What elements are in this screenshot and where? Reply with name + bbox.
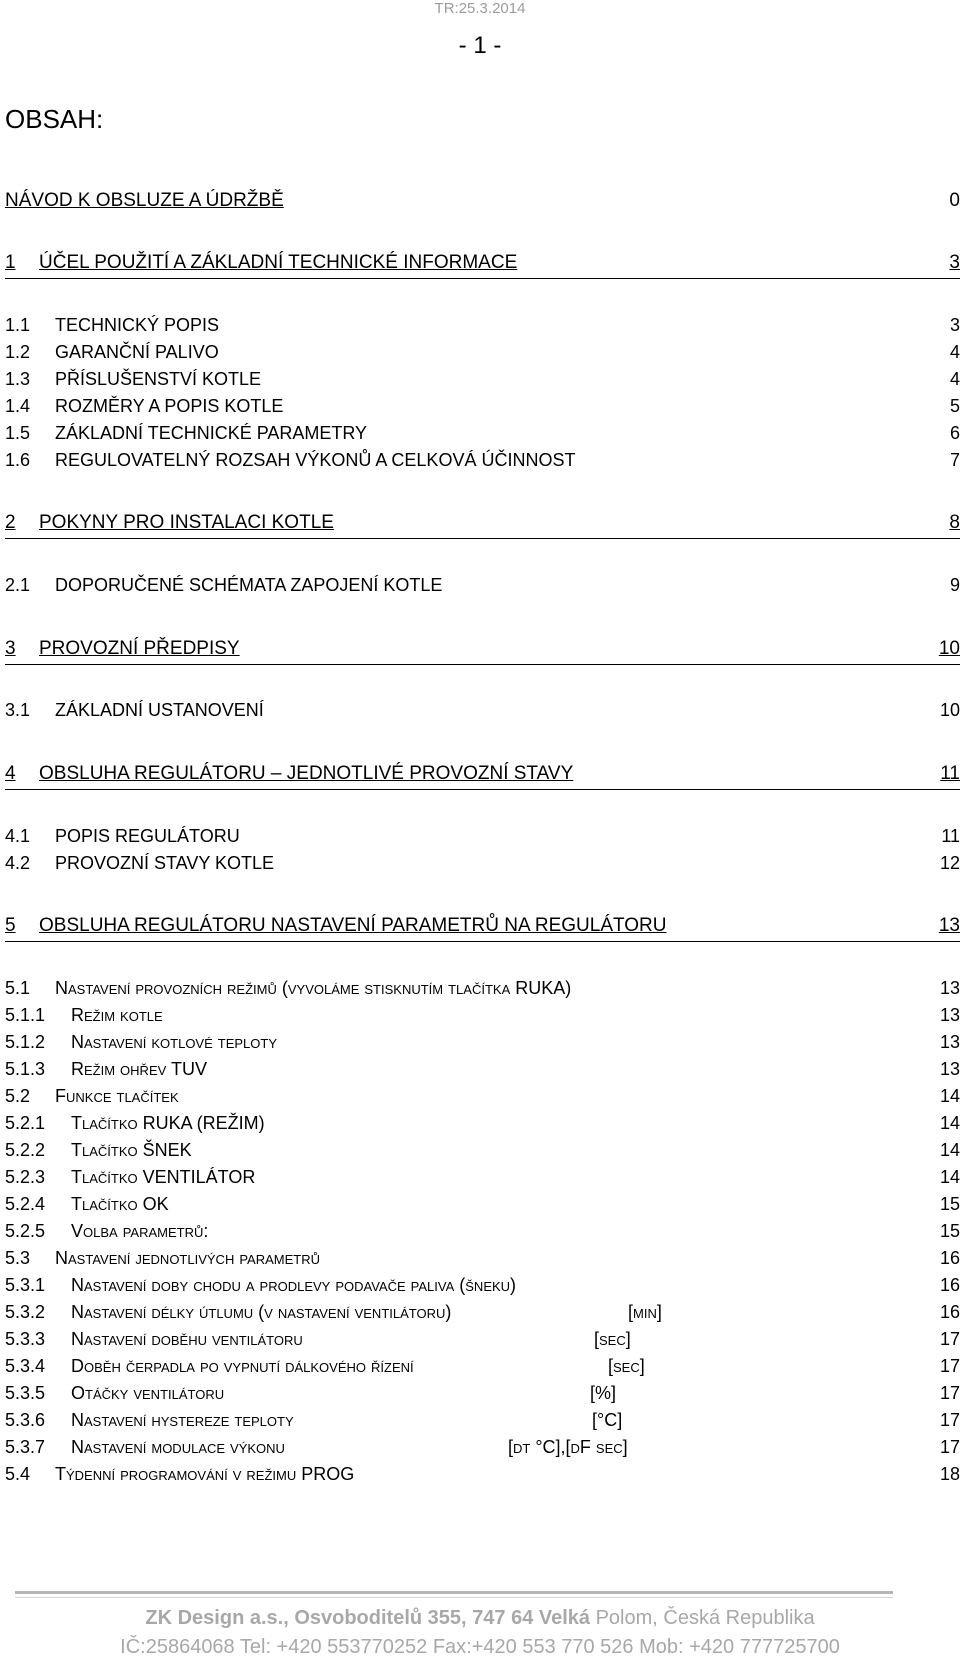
toc-entry-title-text: Volba parametrů: (71, 1221, 209, 1241)
toc-entry-title-text: NÁVOD K OBSLUZE A ÚDRŽBĚ (5, 190, 284, 211)
toc-entry-unit: [%] (590, 1383, 617, 1403)
toc-entry-title (55, 450, 940, 471)
toc-entry-number: 1 (5, 252, 16, 273)
toc-entry[interactable] (5, 638, 960, 665)
toc-entry-title (55, 342, 940, 363)
toc-entry-page: 17 (939, 1437, 960, 1457)
toc-entry-page: 10 (939, 700, 960, 720)
toc-entry-number: 2 (5, 512, 16, 533)
toc-entry-page: 13 (939, 1059, 960, 1079)
toc-entry-number: 5.2.1 (5, 1113, 46, 1133)
toc-entry-title (71, 1302, 940, 1323)
toc-entry-page: 7 (949, 450, 960, 470)
toc-entry-number: 5.3.2 (5, 1302, 46, 1322)
toc-entry-title (55, 423, 940, 444)
toc-entry-title (71, 1437, 940, 1458)
toc-entry[interactable] (5, 342, 960, 370)
toc-entry-title (55, 369, 940, 390)
toc-entry-title-text: PŘÍSLUŠENSTVÍ KOTLE (55, 369, 262, 389)
toc-entry[interactable] (5, 450, 960, 478)
toc-entry[interactable] (5, 1221, 960, 1249)
toc-entry-number: 5.4 (5, 1464, 31, 1484)
toc-entry-title-text: ÚČEL POUŽITÍ A ZÁKLADNÍ TECHNICKÉ INFORMACE (39, 252, 518, 273)
toc-entry[interactable] (5, 1059, 960, 1087)
toc-entry-number: 5.2.2 (5, 1140, 46, 1160)
toc-entry-number: 1.6 (5, 450, 31, 470)
toc-entry[interactable] (5, 1464, 960, 1492)
toc-entry-page: 10 (938, 638, 960, 659)
footer-company-bold: ZK Design a.s., Osvoboditelů 355, 747 64 Velká (145, 1607, 591, 1629)
toc-entry[interactable] (5, 512, 960, 539)
toc-entry-number: 5.3.3 (5, 1329, 46, 1349)
toc-entry-title-text: Nastavení hystereze teploty (71, 1410, 294, 1430)
toc-entry-title-text: GARANČNÍ PALIVO (55, 342, 219, 362)
toc-entry[interactable] (5, 978, 960, 1006)
toc-entry[interactable] (5, 1140, 960, 1168)
toc-entry-title (71, 1221, 940, 1242)
toc-entry-page: 4 (949, 369, 960, 389)
footer-company (0, 1607, 960, 1630)
toc-entry-number: 5.3.6 (5, 1410, 46, 1430)
toc-entry[interactable] (5, 1329, 960, 1357)
footer-company-rest: Polom, Česká Republika (590, 1607, 815, 1629)
toc-entry-number: 5 (5, 915, 16, 936)
toc-entry[interactable] (5, 369, 960, 397)
toc-entry[interactable] (5, 1167, 960, 1195)
toc-entry-title (55, 1248, 940, 1269)
toc-entry-number: 1.1 (5, 315, 31, 335)
toc-entry-page: 17 (939, 1329, 960, 1349)
toc-entry-title (55, 700, 940, 721)
toc-entry-number: 1.5 (5, 423, 31, 443)
toc-entry-number: 4.1 (5, 826, 31, 846)
toc-entry-title (71, 1059, 940, 1080)
toc-entry[interactable] (5, 1248, 960, 1276)
toc-entry-page: 6 (949, 423, 960, 443)
toc-entry-number: 3.1 (5, 700, 31, 720)
toc-entry-number: 2.1 (5, 575, 31, 595)
toc-entry-title-text: Funkce tlačítek (55, 1086, 179, 1106)
toc-entry-number: 4 (5, 763, 16, 784)
toc-entry-title-text: Otáčky ventilátoru (71, 1383, 225, 1403)
footer-contacts: IČ:25864068 Tel: +420 553770252 Fax:+420 553 770 526 Mob: +420 777725700 (120, 1636, 840, 1658)
toc-entry-title (71, 1167, 940, 1188)
toc-entry-page: 11 (941, 826, 960, 846)
toc-entry-title-text: OBSLUHA REGULÁTORU – JEDNOTLIVÉ PROVOZNÍ STAVY (39, 763, 574, 784)
toc-entry[interactable] (5, 1194, 960, 1222)
toc-entry-number: 5.3 (5, 1248, 31, 1268)
toc-entry-page: 5 (949, 396, 960, 416)
toc-entry-number: 5.2.4 (5, 1194, 46, 1214)
toc-entry-title (39, 763, 940, 785)
toc-entry-title-text: Tlačítko ŠNEK (71, 1140, 192, 1160)
toc-entry[interactable] (5, 1302, 960, 1330)
toc-entry-page: 13 (939, 1032, 960, 1052)
toc-entry-title (71, 1113, 940, 1134)
toc-entry[interactable] (5, 1383, 960, 1411)
toc-entry-page: 9 (949, 575, 960, 595)
toc-entry-page: 4 (949, 342, 960, 362)
toc-entry-page: 17 (939, 1383, 960, 1403)
toc-entry[interactable] (5, 190, 960, 218)
toc-entry-page: 11 (940, 763, 960, 784)
toc-entry-page: 15 (939, 1194, 960, 1214)
toc-entry[interactable] (5, 826, 960, 854)
footer-rule-thin (15, 1597, 893, 1598)
toc-entry-number: 5.1.3 (5, 1059, 46, 1079)
toc-entry[interactable] (5, 1086, 960, 1114)
toc-entry-title-text: OBSLUHA REGULÁTORU NASTAVENÍ PARAMETRŮ NA REGULÁTORU (39, 915, 667, 936)
toc-entry[interactable] (5, 1275, 960, 1303)
toc-entry-number: 5.3.7 (5, 1437, 46, 1457)
toc-entry-title (71, 1275, 940, 1296)
toc-entry-title (55, 826, 940, 847)
toc-entry-number: 1.4 (5, 396, 31, 416)
toc-entry-title (71, 1356, 940, 1377)
toc-entry-title-text: POKYNY PRO INSTALACI KOTLE (39, 512, 334, 533)
toc-entry-title-text: Tlačítko VENTILÁTOR (71, 1167, 256, 1187)
toc-entry-title-text: DOPORUČENÉ SCHÉMATA ZAPOJENÍ KOTLE (55, 575, 443, 595)
toc-entry-number: 5.1.2 (5, 1032, 46, 1052)
toc-entry[interactable] (5, 423, 960, 451)
toc-entry-title (71, 1329, 940, 1350)
toc-entry-title (55, 396, 940, 417)
toc-entry-page: 15 (939, 1221, 960, 1241)
toc-entry-title-text: Režim kotle (71, 1005, 163, 1025)
toc-entry-page: 16 (939, 1302, 960, 1322)
toc-entry-title-text: Nastavení kotlové teploty (71, 1032, 278, 1052)
toc-entry-title (55, 315, 940, 336)
toc-entry-title-text: Týdenní programování v režimu PROG (55, 1464, 355, 1484)
toc-entry-title (55, 1464, 940, 1485)
toc-entry-title-text: TECHNICKÝ POPIS (55, 315, 220, 335)
toc-entry-title-text: Nastavení doběhu ventilátoru (71, 1329, 303, 1349)
toc-entry-title-text: POPIS REGULÁTORU (55, 826, 240, 846)
toc-entry[interactable] (5, 915, 960, 942)
toc-entry-title-text: Nastavení provozních režimů (vyvoláme stisknutím tlačítka RUKA) (55, 978, 572, 998)
toc-entry-number: 5.2 (5, 1086, 31, 1106)
toc-entry-title-text: Nastavení modulace výkonu (71, 1437, 285, 1457)
toc-entry-page: 13 (938, 915, 960, 936)
toc-entry-title (39, 512, 940, 534)
toc-entry-title (39, 915, 939, 937)
toc-entry-title-text: PROVOZNÍ STAVY KOTLE (55, 853, 275, 873)
toc-entry-title (55, 1086, 940, 1107)
toc-entry-unit: [dt °C],[dF sec] (508, 1437, 628, 1457)
toc-entry[interactable] (5, 315, 960, 343)
toc-entry-title (71, 1032, 940, 1053)
toc-entry-title (39, 638, 939, 660)
footer-rule (15, 1591, 893, 1594)
toc-entry-title (55, 853, 940, 874)
toc-entry-title (39, 252, 940, 274)
toc-entry-title-text: ZÁKLADNÍ USTANOVENÍ (55, 700, 264, 720)
toc-entry[interactable] (5, 853, 960, 881)
toc-entry[interactable] (5, 763, 960, 790)
toc-entry-page: 3 (949, 252, 960, 273)
toc-entry-page: 12 (939, 853, 960, 873)
toc-entry-number: 5.1 (5, 978, 31, 998)
toc-entry-title (5, 190, 940, 212)
toc-entry-number: 4.2 (5, 853, 31, 873)
toc-entry-title-text: Doběh čerpadla po vypnutí dálkového řízení (71, 1356, 414, 1376)
toc-entry-page: 14 (939, 1167, 960, 1187)
toc-entry[interactable] (5, 700, 960, 728)
toc-entry-page: 16 (939, 1275, 960, 1295)
toc-entry-title-text: Tlačítko RUKA (REŽIM) (71, 1113, 265, 1133)
toc-entry-unit: [sec] (594, 1329, 631, 1349)
toc-entry-title-text: REGULOVATELNÝ ROZSAH VÝKONŮ A CELKOVÁ ÚČINNOST (55, 450, 576, 470)
toc-entry-page: 17 (939, 1410, 960, 1430)
toc-entry-title-text: Nastavení jednotlivých parametrů (55, 1248, 320, 1268)
toc-entry[interactable] (5, 575, 960, 603)
toc-entry[interactable] (5, 1356, 960, 1384)
toc-entry-title (71, 1005, 940, 1026)
toc-entry[interactable] (5, 1032, 960, 1060)
toc-entry[interactable] (5, 1005, 960, 1033)
toc-entry-title-text: Tlačítko OK (71, 1194, 169, 1214)
toc-entry-page: 13 (939, 1005, 960, 1025)
toc-entry-title-text: PROVOZNÍ PŘEDPISY (39, 638, 240, 659)
toc-entry-number: 1.3 (5, 369, 31, 389)
toc-entry[interactable] (5, 252, 960, 279)
toc-entry-number: 5.3.5 (5, 1383, 46, 1403)
toc-entry-number: 5.2.5 (5, 1221, 46, 1241)
toc-entry-number: 5.3.1 (5, 1275, 46, 1295)
toc-entry-title-text: Režim ohřev TUV (71, 1059, 207, 1079)
toc-entry-unit: [°C] (592, 1410, 623, 1430)
toc-entry-title (55, 978, 940, 999)
toc-entry-page: 3 (949, 315, 960, 335)
toc-entry-page: 14 (939, 1140, 960, 1160)
toc-entry[interactable] (5, 1437, 960, 1465)
toc-entry-unit: [min] (628, 1302, 662, 1322)
toc-entry-unit: [sec] (608, 1356, 645, 1376)
toc-entry-title (71, 1383, 940, 1404)
toc-entry-number: 5.1.1 (5, 1005, 46, 1025)
toc-entry-page: 16 (939, 1248, 960, 1268)
date-stamp: TR:25.3.2014 (434, 0, 526, 17)
toc-entry-page: 13 (939, 978, 960, 998)
toc-entry[interactable] (5, 1113, 960, 1141)
toc-entry-number: 5.3.4 (5, 1356, 46, 1376)
toc-entry-title (71, 1194, 940, 1215)
toc-entry-title-text: ROZMĚRY A POPIS KOTLE (55, 396, 284, 416)
toc-entry-title-text: Nastavení délky útlumu (v nastavení ventilátoru) (71, 1302, 452, 1322)
toc-entry-page: 18 (939, 1464, 960, 1484)
toc-entry[interactable] (5, 396, 960, 424)
toc-entry-title-text: ZÁKLADNÍ TECHNICKÉ PARAMETRY (55, 423, 368, 443)
toc-entry-page: 14 (939, 1113, 960, 1133)
page-number: - 1 - (458, 32, 502, 59)
toc-entry-page: 0 (949, 190, 960, 211)
toc-entry-number: 3 (5, 638, 16, 659)
toc-entry-page: 14 (939, 1086, 960, 1106)
contents-heading: OBSAH: (5, 104, 104, 134)
toc-entry-title (71, 1410, 940, 1431)
toc-entry-number: 5.2.3 (5, 1167, 46, 1187)
toc-entry-page: 8 (949, 512, 960, 533)
toc-entry-page: 17 (939, 1356, 960, 1376)
toc-entry[interactable] (5, 1410, 960, 1438)
toc-entry-number: 1.2 (5, 342, 31, 362)
toc-entry-title (55, 575, 940, 596)
toc-entry-title-text: Nastavení doby chodu a prodlevy podavače paliva (šneku) (71, 1275, 517, 1295)
toc-entry-title (71, 1140, 940, 1161)
